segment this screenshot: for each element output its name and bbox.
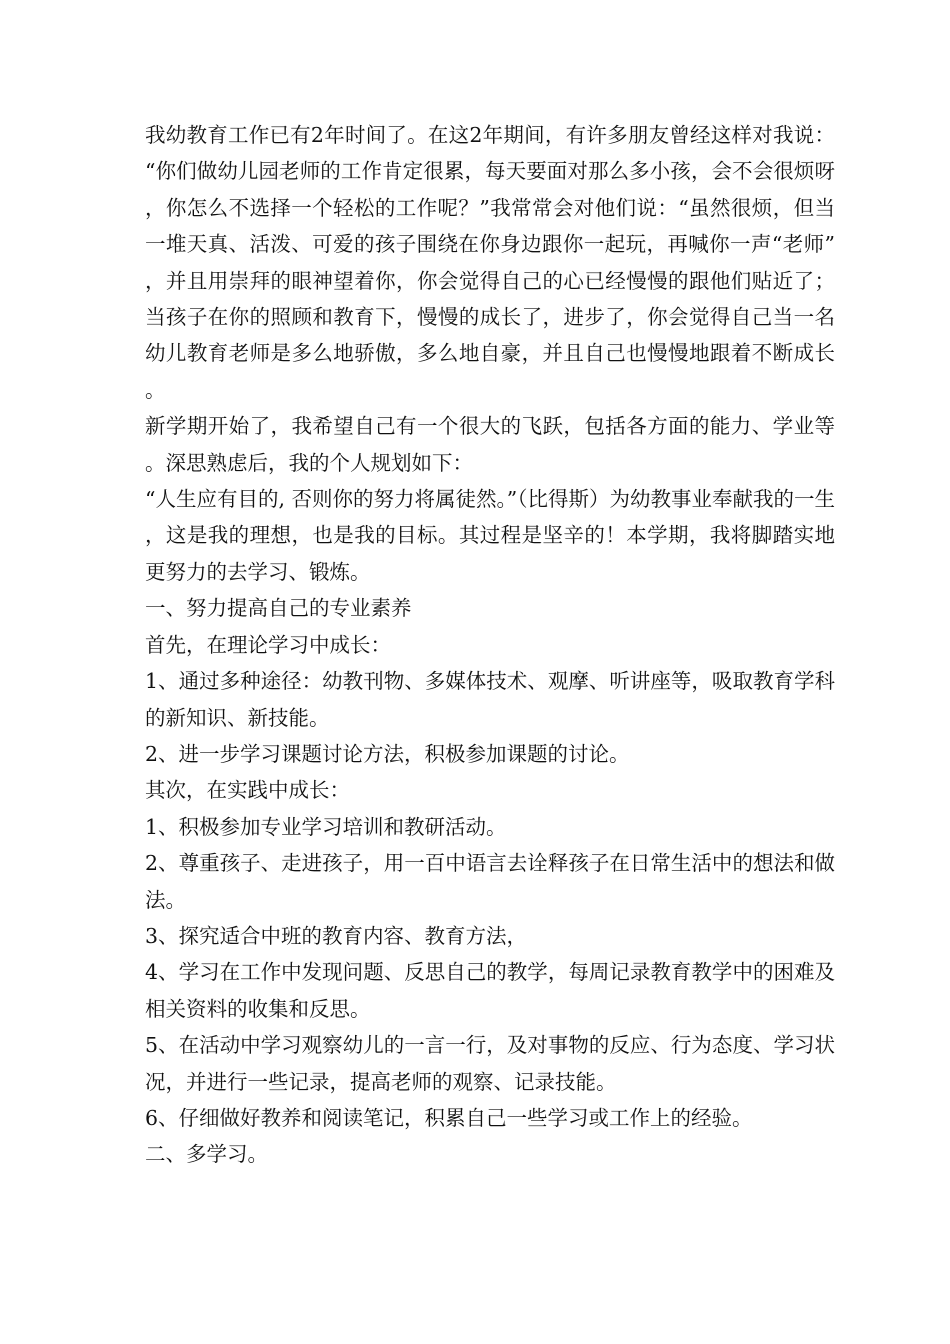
document-body (145, 117, 835, 1173)
practice-item-5: 5、在活动中学习观察幼儿的一言一行，及对事物的反应、行为态度、学习状况，并进行一些记录，提高老师的观察、记录技能。 (145, 1033, 835, 1094)
quote-paragraph: “人生应有目的, 否则你的努力将属徒然。”（比得斯）为幼教事业奉献我的一生，这是我的理想，也是我的目标。其过程是坚辛的！本学期，我将脚踏实地更努力的去学习、锻炼。 (145, 487, 835, 584)
practice-item-1: 1、积极参加专业学习培训和教研活动。 (145, 814, 507, 839)
practice-item-2: 2、尊重孩子、走进孩子，用一百中语言去诠释孩子在日常生活中的想法和做法。 (145, 851, 835, 912)
new-semester-paragraph: 新学期开始了，我希望自己有一个很大的飞跃，包括各方面的能力、学业等。深思熟虑后，我的个人规划如下： (145, 414, 835, 475)
section-heading-2: 二、多学习。 (145, 1142, 268, 1167)
practice-item-4: 4、学习在工作中发现问题、反思自己的教学，每周记录教育教学中的困难及相关资料的收集和反思。 (145, 960, 835, 1021)
theory-item-1: 1、通过多种途径：幼教刊物、多媒体技术、观摩、听讲座等，吸取教育学科的新知识、新技能。 (145, 669, 835, 730)
section-heading-1: 一、努力提高自己的专业素养 (145, 596, 412, 621)
practice-item-3: 3、探究适合中班的教育内容、教育方法， (145, 923, 528, 948)
subheading-theory: 首先，在理论学习中成长： (145, 632, 391, 657)
intro-paragraph: 我幼教育工作已有2年时间了。在这2年期间，有许多朋友曾经这样对我说：“你们做幼儿园老师的工作肯定很累，每天要面对那么多小孩，会不会很烦呀，你怎么不选择一个轻松的工作呢？”我常常会对他们说：“虽然很烦，但当一堆天真、活泼、可爱的孩子围绕在你身边跟你一起玩，再喊你一声“老师”，并且用崇拜的眼神望着你，你会觉得自己的心已经慢慢的跟他们贴近了；当孩子在你的照顾和教育下，慢慢的成长了，进步了，你会觉得自己当一名幼儿教育老师是多么地骄傲，多么地自豪，并且自己也慢慢地跟着不断成长。 (145, 123, 835, 402)
subheading-practice: 其次，在实践中成长： (145, 778, 350, 803)
theory-item-2: 2、进一步学习课题讨论方法，积极参加课题的讨论。 (145, 741, 630, 766)
practice-item-6: 6、仔细做好教养和阅读笔记，积累自己一些学习或工作上的经验。 (145, 1105, 753, 1130)
